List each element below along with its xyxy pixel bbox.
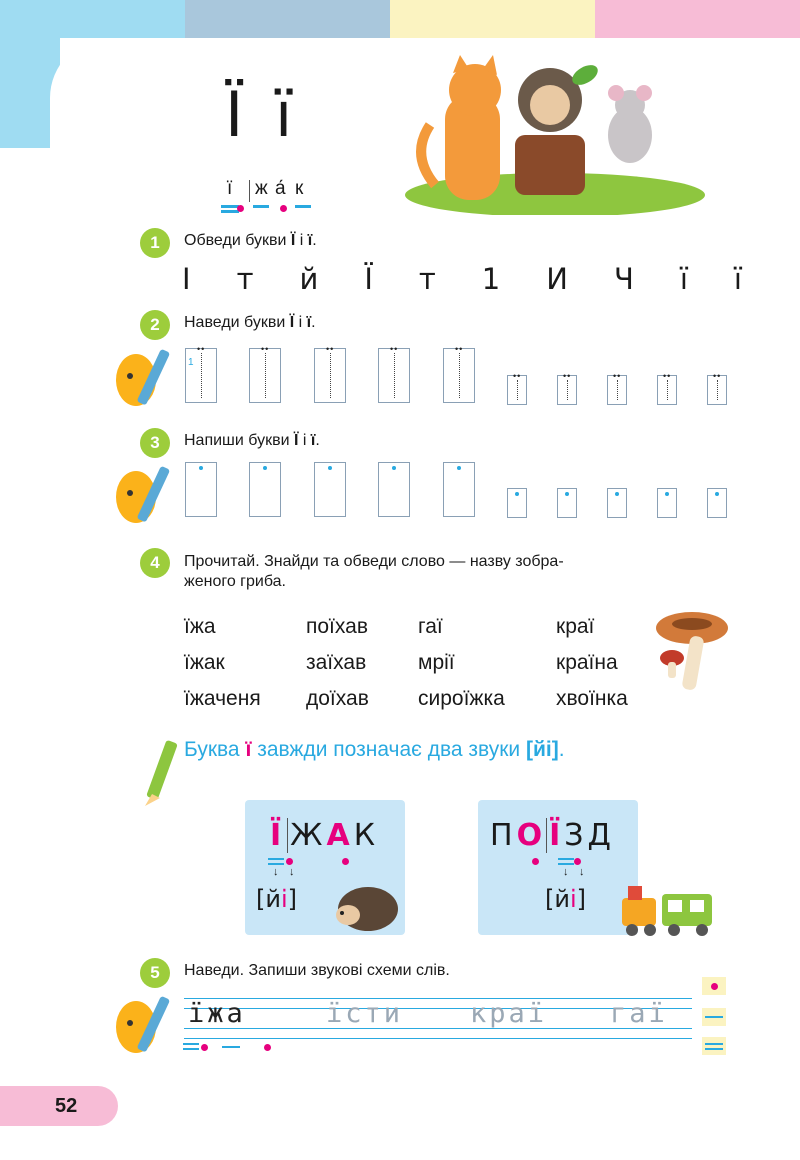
card-letter: З <box>564 818 588 853</box>
pencil-character-icon <box>108 338 178 418</box>
instruction-text: і <box>298 432 311 449</box>
task-number: 2 <box>140 310 170 340</box>
vowel-dot <box>532 858 539 865</box>
letter-option[interactable]: ї <box>679 262 688 296</box>
trace-word[interactable]: гаї <box>610 998 668 1029</box>
word-item[interactable]: хвоїнка <box>556 687 628 710</box>
word-item[interactable]: поїхав <box>306 615 368 638</box>
write-box-upper[interactable] <box>249 462 281 517</box>
card-transcription <box>545 885 586 913</box>
vowel-dot <box>711 983 718 990</box>
trace-box-lower[interactable] <box>707 371 727 405</box>
rule-sounds: [йі] <box>525 738 559 761</box>
big-letters: Ї ї <box>225 78 299 151</box>
trace-box-upper[interactable] <box>378 344 410 403</box>
pencil-character-icon <box>108 455 178 535</box>
arrow-down-icon: ↓ <box>579 866 585 878</box>
task-instruction: Наведи. Запиши звукові схеми слів. <box>184 962 450 979</box>
instruction-text: . <box>311 314 316 331</box>
trace-box-lower[interactable] <box>657 371 677 405</box>
trace-line <box>567 380 568 400</box>
word-column <box>306 612 369 720</box>
scheme-bar <box>253 205 269 208</box>
top-strip-yellow <box>390 0 595 38</box>
word-item[interactable]: доїхав <box>306 687 369 710</box>
example-letter: ї <box>227 178 233 199</box>
scheme-bar <box>221 210 239 213</box>
trace-box-lower[interactable] <box>557 371 577 405</box>
start-dot <box>715 492 719 496</box>
instruction-text: Обведи букви <box>184 232 291 249</box>
instruction-line: Прочитай. Знайди та обведи слово — назву зобра- <box>184 553 564 570</box>
instruction-line: женого гриба. <box>184 573 286 590</box>
top-strip-blue <box>0 0 185 38</box>
card-letter: Ж <box>287 818 326 853</box>
instruction-text: . <box>315 432 320 449</box>
word-item[interactable]: їжак <box>184 651 225 674</box>
instruction-letter: Ї <box>293 432 299 449</box>
rule-part: Буква <box>184 738 246 761</box>
scheme-bar <box>558 863 574 865</box>
instruction-text: . <box>312 232 317 249</box>
vowel-dot <box>286 858 293 865</box>
task-number: 5 <box>140 958 170 988</box>
vowel-dot <box>237 205 244 212</box>
write-box-lower[interactable] <box>507 488 527 518</box>
diaeresis-icon: •• <box>513 371 522 381</box>
trace-line <box>517 380 518 400</box>
card-transcription <box>256 885 297 913</box>
card-letter: А <box>326 818 354 853</box>
trace-box-upper[interactable] <box>314 344 346 403</box>
word-item[interactable]: країна <box>556 651 618 674</box>
animals-illustration <box>405 55 705 215</box>
start-dot <box>263 466 267 470</box>
scheme-bar <box>183 1048 199 1050</box>
instruction-text: Наведи букви <box>184 314 290 331</box>
write-box-lower[interactable] <box>707 488 727 518</box>
vowel-dot <box>280 205 287 212</box>
rule-part: . <box>558 738 565 761</box>
start-dot <box>515 492 519 496</box>
letter-option[interactable]: Ч <box>613 262 634 296</box>
card-letter: Ї <box>546 818 564 853</box>
write-box-lower[interactable] <box>657 488 677 518</box>
trace-word[interactable]: їжа <box>188 998 246 1029</box>
card-word <box>490 818 615 853</box>
trace-line <box>667 380 668 400</box>
diaeresis-icon: •• <box>390 344 399 354</box>
instruction-text: і <box>295 232 308 249</box>
write-box-lower[interactable] <box>557 488 577 518</box>
top-strip-grey <box>185 0 390 38</box>
scheme-bar <box>705 1043 723 1045</box>
start-dot <box>665 492 669 496</box>
trace-box-upper[interactable] <box>443 344 475 403</box>
word-item[interactable]: краї <box>556 615 595 638</box>
scheme-bar <box>295 205 311 208</box>
write-box-upper[interactable] <box>185 462 217 517</box>
scheme-bar <box>705 1016 723 1018</box>
instruction-text: і <box>294 314 307 331</box>
word-column <box>556 612 628 720</box>
syllable-divider <box>249 180 250 202</box>
write-box-upper[interactable] <box>314 462 346 517</box>
write-box-lower[interactable] <box>607 488 627 518</box>
card-letter: П <box>490 818 517 853</box>
pencil-icon <box>142 738 182 810</box>
card-letter: К <box>353 818 380 853</box>
letter-row <box>182 262 742 296</box>
task-instruction <box>184 314 316 332</box>
start-dot <box>328 466 332 470</box>
instruction-letter: ї <box>310 432 316 449</box>
bracket: ] <box>576 885 587 913</box>
rule-part: завжди позначає два звуки <box>251 738 526 761</box>
start-dot <box>199 466 203 470</box>
word-item[interactable]: їжа <box>184 615 216 638</box>
hedgehog-icon <box>330 875 402 935</box>
stump <box>515 135 585 195</box>
letter-option[interactable]: ї <box>733 262 742 296</box>
bracket: [ <box>545 885 555 913</box>
arrow-down-icon: ↓ <box>563 866 569 878</box>
vowel-dot <box>201 1044 208 1051</box>
page-number: 52 <box>0 1086 118 1126</box>
word-column <box>418 612 505 720</box>
letter-option[interactable]: И <box>546 262 568 296</box>
task-number: 4 <box>140 548 170 578</box>
word-item[interactable]: сироїжка <box>418 687 505 710</box>
task-number: 1 <box>140 228 170 258</box>
start-dot <box>392 466 396 470</box>
task-instruction <box>184 432 320 450</box>
pencil-character-icon <box>108 985 178 1065</box>
writing-line <box>184 1038 692 1039</box>
scheme-bar <box>183 1043 199 1045</box>
task-number: 3 <box>140 428 170 458</box>
trace-line <box>617 380 618 400</box>
stroke-number: 1 <box>188 357 194 368</box>
rule-letter: ї <box>245 738 252 761</box>
vowel-dot <box>574 858 581 865</box>
letter-option[interactable]: й <box>299 262 319 296</box>
card-letter: О <box>516 818 547 853</box>
word-item[interactable]: мрії <box>418 651 455 674</box>
trace-line <box>394 353 395 398</box>
trace-line <box>201 353 202 398</box>
diaeresis-icon: •• <box>326 344 335 354</box>
start-dot <box>615 492 619 496</box>
example-letter: а́ <box>275 178 286 199</box>
trace-line <box>265 353 266 398</box>
letter-option[interactable]: т <box>418 262 436 296</box>
diaeresis-icon: •• <box>713 371 722 381</box>
card-letter: Ї <box>270 818 286 853</box>
scheme-bar <box>705 1048 723 1050</box>
write-box-upper[interactable] <box>378 462 410 517</box>
vowel-dot <box>264 1044 271 1051</box>
write-box-upper[interactable] <box>443 462 475 517</box>
example-word <box>225 178 335 218</box>
sound-letter: і <box>280 885 288 913</box>
train-icon <box>618 880 718 940</box>
vowel-dot <box>342 858 349 865</box>
bracket: [ <box>256 885 266 913</box>
word-item[interactable]: їжаченя <box>184 687 261 710</box>
letter-option[interactable]: Ї <box>364 262 373 296</box>
word-item[interactable]: гаї <box>418 615 443 638</box>
sound-letter: і <box>569 885 577 913</box>
scheme-bar <box>268 858 284 860</box>
instruction-letter: ї <box>307 232 313 249</box>
instruction-letter: Ї <box>289 314 295 331</box>
example-letter: к <box>295 178 304 199</box>
trace-line <box>717 380 718 400</box>
bracket: ] <box>287 885 298 913</box>
scheme-bar <box>268 863 284 865</box>
legend-vowel <box>702 977 726 995</box>
sound-letter: й <box>265 885 281 913</box>
arrow-down-icon: ↓ <box>273 866 279 878</box>
instruction-letter: Ї <box>290 232 296 249</box>
trace-word[interactable]: краї <box>470 998 548 1029</box>
arrow-down-icon: ↓ <box>289 866 295 878</box>
sound-letter: й <box>554 885 570 913</box>
diaeresis-icon: •• <box>261 344 270 354</box>
instruction-text: Напиши букви <box>184 432 294 449</box>
diaeresis-icon: •• <box>455 344 464 354</box>
diaeresis-icon: •• <box>197 344 206 354</box>
trace-line <box>330 353 331 398</box>
instruction-letter: ї <box>306 314 312 331</box>
start-dot <box>457 466 461 470</box>
legend-soft <box>702 1037 726 1055</box>
example-letter: ж <box>255 178 268 199</box>
letter-option[interactable]: 1 <box>481 262 501 296</box>
diaeresis-icon: •• <box>663 371 672 381</box>
legend-hard <box>702 1008 726 1026</box>
word-item[interactable]: заїхав <box>306 651 367 674</box>
task-instruction <box>184 552 564 592</box>
letter-option[interactable]: т <box>236 262 254 296</box>
trace-box-lower[interactable] <box>607 371 627 405</box>
scheme-bar <box>558 858 574 860</box>
diaeresis-icon: •• <box>613 371 622 381</box>
mushroom-illustration <box>650 608 730 698</box>
trace-word[interactable]: їсти <box>326 998 404 1029</box>
start-dot <box>565 492 569 496</box>
letter-option[interactable]: І <box>182 262 191 296</box>
diaeresis-icon: •• <box>563 371 572 381</box>
trace-box-lower[interactable] <box>507 371 527 405</box>
trace-box-upper[interactable] <box>185 344 217 403</box>
card-word <box>270 818 379 853</box>
trace-box-upper[interactable] <box>249 344 281 403</box>
task-instruction <box>184 232 317 250</box>
card-letter: Д <box>587 818 615 853</box>
trace-line <box>459 353 460 398</box>
top-strip-pink <box>595 0 800 38</box>
rule-text <box>184 738 565 762</box>
scheme-bar <box>222 1046 240 1048</box>
word-column <box>184 612 261 720</box>
